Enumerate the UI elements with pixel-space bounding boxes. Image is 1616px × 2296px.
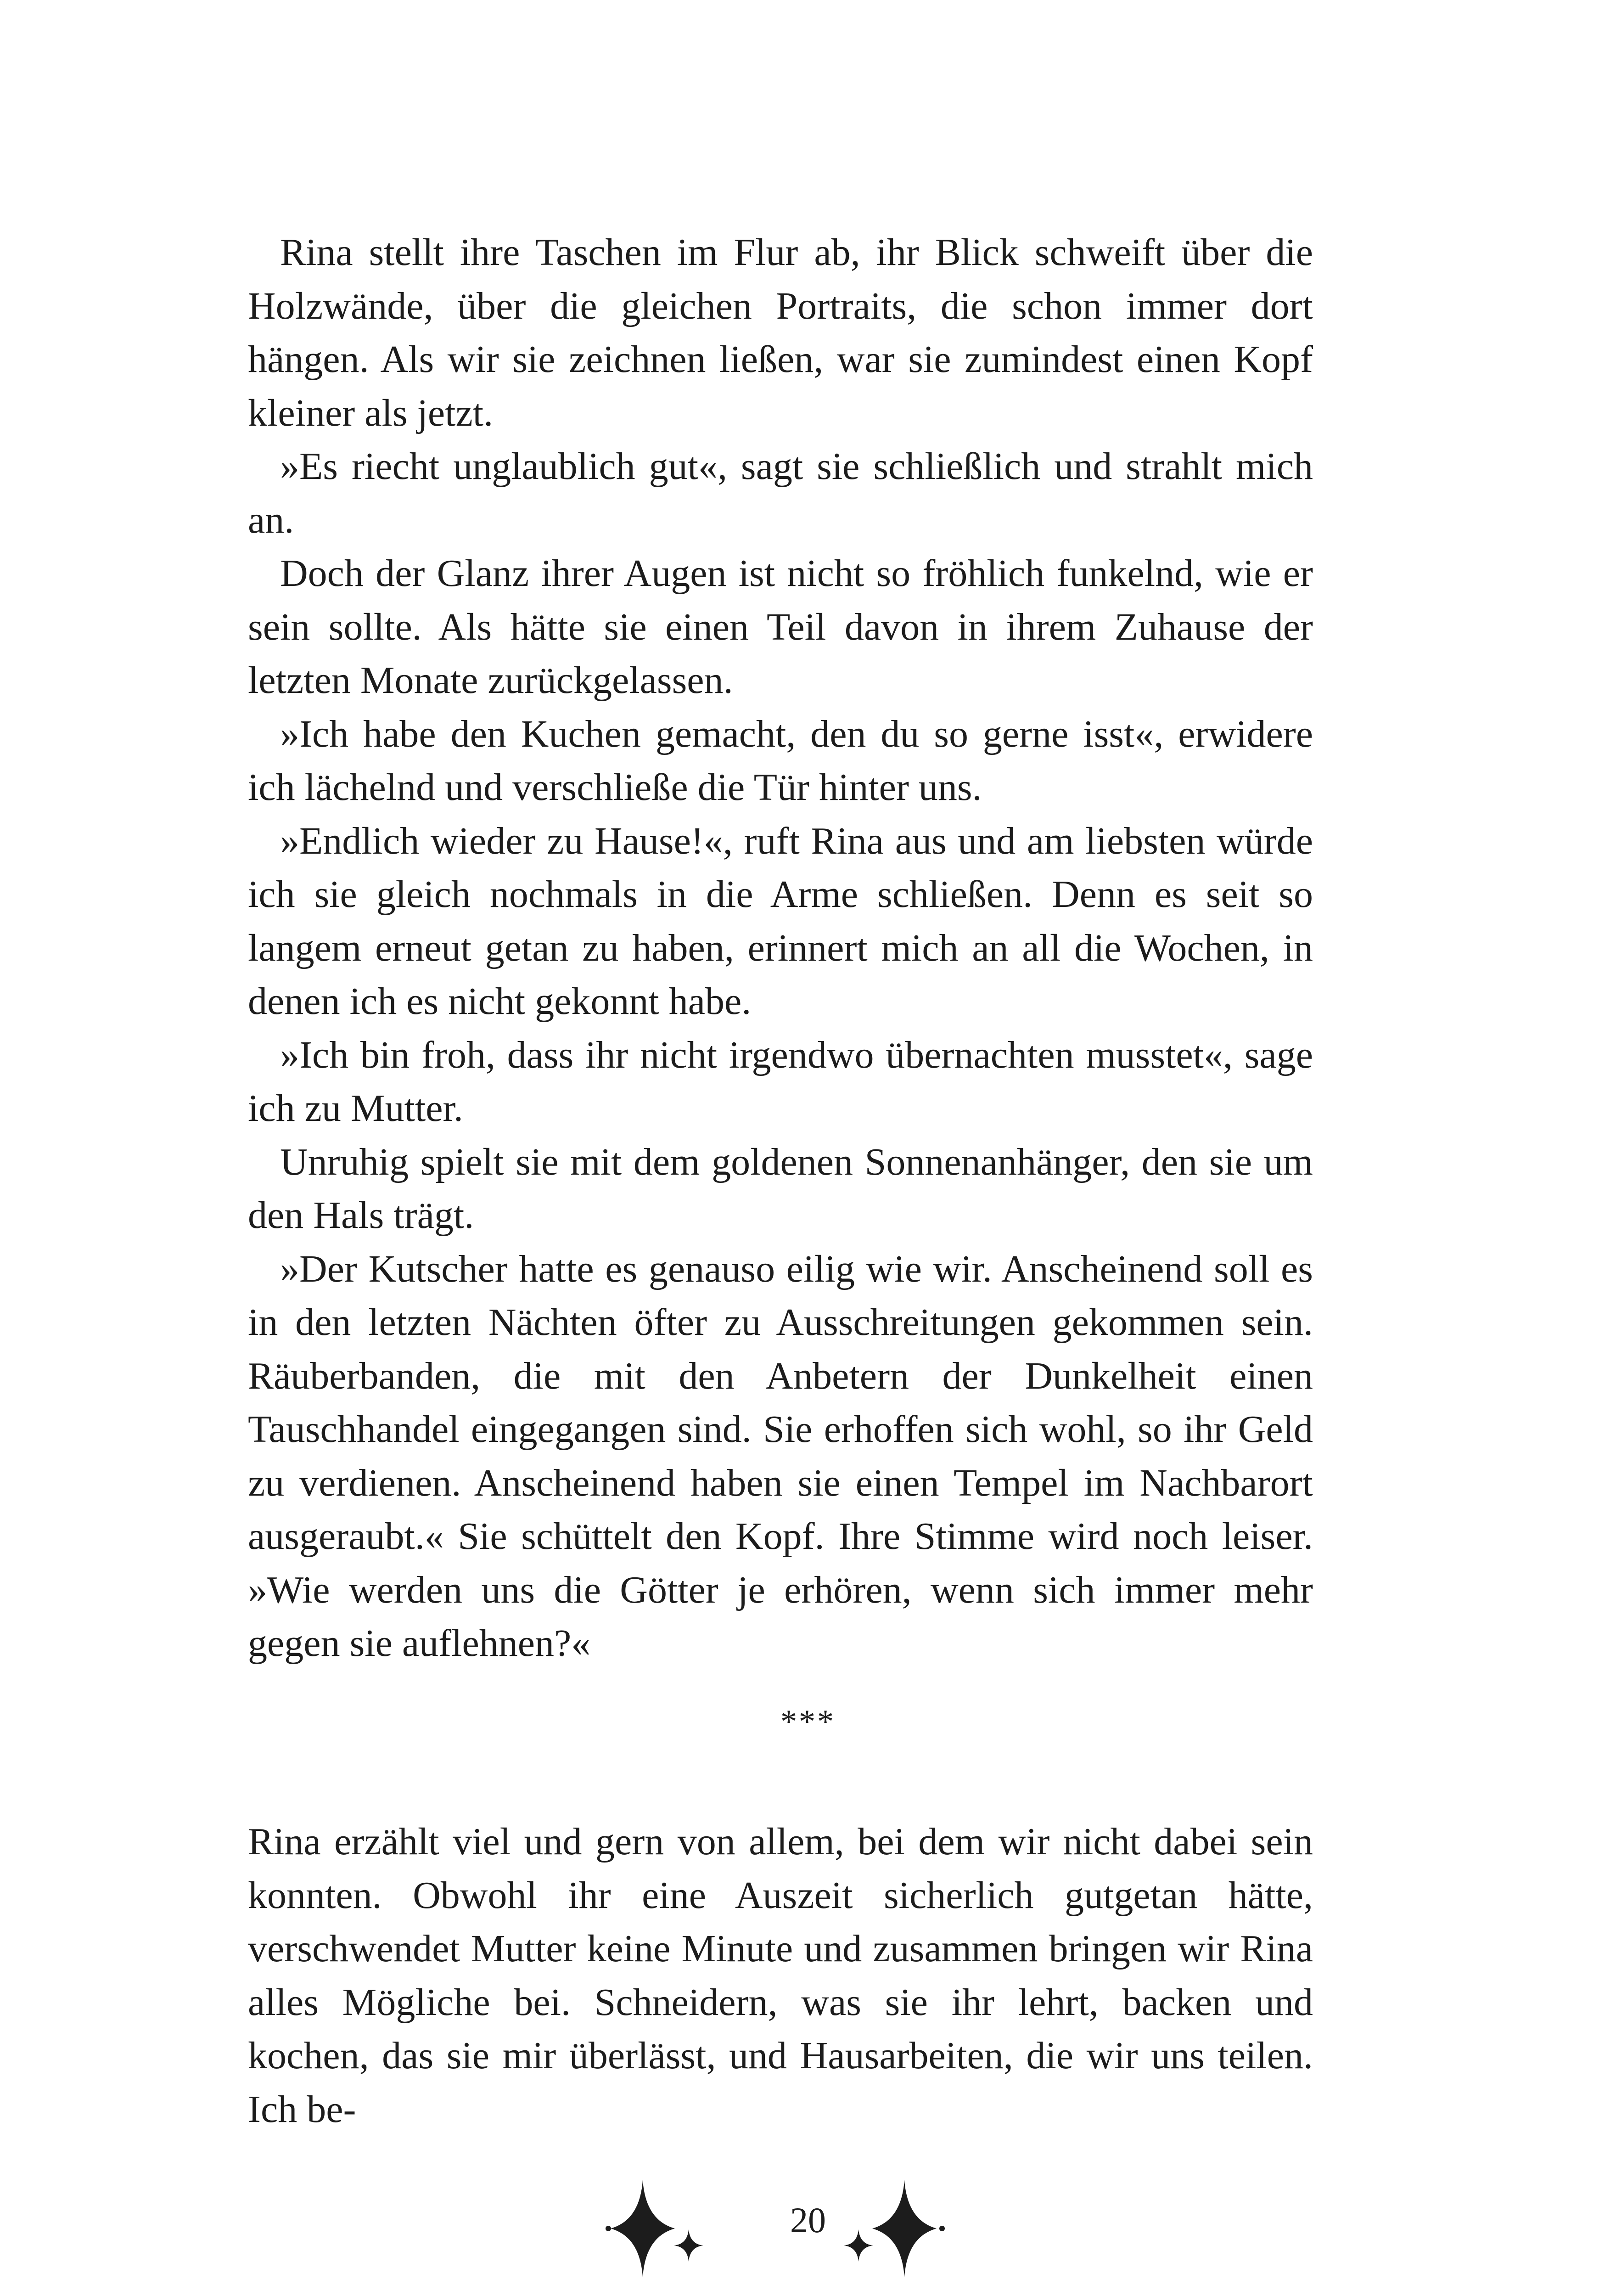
paragraph: Unruhig spielt sie mit dem goldenen Sonnenanhänger, den sie um den Hals trägt. [248, 1140, 1313, 1237]
section-2-text [248, 1815, 1313, 2136]
sparkle-stars-icon [840, 2179, 978, 2285]
scene-break: *** [780, 1703, 836, 1740]
paragraph: »Ich bin froh, dass ihr nicht irgendwo übernachten musstet«, sage ich zu Mutter. [248, 1033, 1313, 1130]
paragraph: »Es riecht unglaublich gut«, sagt sie schließlich und strahlt mich an. [248, 445, 1313, 541]
paragraph: Rina erzählt viel und gern von allem, bei dem wir nicht dabei sein konnten. Obwohl ihr eine Auszeit sicherlich gutgetan hätte, verschwendet Mutter keine Minute und zusammen bringen wir Rina alles Mögliche bei. Schneidern, was sie ihr lehrt, backen und kochen, das sie mir überlässt, und Hausarbeiten, die wir uns teilen. Ich be- [248, 1820, 1313, 2131]
page-number: 20 [790, 2200, 826, 2240]
section-1-text [248, 226, 1313, 1671]
sparkle-stars-icon [597, 2179, 735, 2285]
paragraph: »Der Kutscher hatte es genauso eilig wie wir. Anscheinend soll es in den letzten Nächten öfter zu Ausschreitungen gekommen sein. Räuberbanden, die mit den Anbetern der Dunkelheit einen Tauschhandel eingegangen sind. Sie erhoffen sich wohl, so ihr Geld zu verdienen. Anscheinend haben sie einen Tempel im Nachbarort ausgeraubt.« Sie schüttelt den Kopf. Ihre Stimme wird noch leiser. »Wie werden uns die Götter je erhören, wenn sich immer mehr gegen sie auflehnen?« [248, 1247, 1313, 1665]
page-footer [0, 2179, 1616, 2294]
paragraph: Rina stellt ihre Taschen im Flur ab, ihr Blick schweift über die Holzwände, über die gleichen Portraits, die schon immer dort hängen. Als wir sie zeichnen ließen, war sie zumindest einen Kopf kleiner als jetzt. [248, 231, 1313, 434]
paragraph: Doch der Glanz ihrer Augen ist nicht so fröhlich funkelnd, wie er sein sollte. Als hätte sie einen Teil davon in ihrem Zuhause der letzten Monate zurückgelassen. [248, 552, 1313, 702]
paragraph: »Endlich wieder zu Hause!«, ruft Rina aus und am liebsten würde ich sie gleich nochmals in die Arme schließen. Denn es seit so langem erneut getan zu haben, erinnert mich an all die Wochen, in denen ich es nicht gekonnt habe. [248, 819, 1313, 1023]
paragraph: »Ich habe den Kuchen gemacht, den du so gerne isst«, erwidere ich lächelnd und verschließe die Tür hinter uns. [248, 712, 1313, 809]
